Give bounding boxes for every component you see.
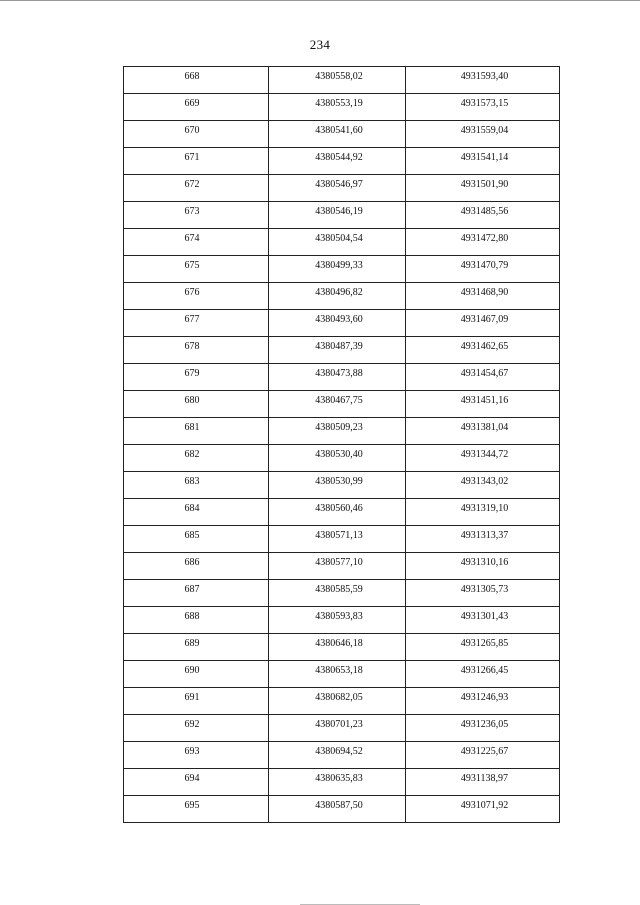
y-coordinate-cell-text: 4931071,92 xyxy=(460,800,509,811)
x-coordinate-cell xyxy=(269,67,406,94)
point-number-cell-text: 682 xyxy=(184,449,200,460)
y-coordinate-cell xyxy=(406,283,560,310)
x-coordinate-cell xyxy=(269,661,406,688)
x-coordinate-cell-text: 4380653,18 xyxy=(315,665,363,676)
point-number-cell xyxy=(124,742,269,769)
point-number-cell-text: 672 xyxy=(184,179,200,190)
y-coordinate-cell xyxy=(406,337,560,364)
point-number-cell xyxy=(124,310,269,337)
x-coordinate-cell-text: 4380530,99 xyxy=(315,476,363,487)
y-coordinate-cell-text: 4931313,37 xyxy=(460,530,509,541)
x-coordinate-cell-text: 4380593,83 xyxy=(315,611,363,622)
point-number-cell-text: 670 xyxy=(184,125,200,136)
table-row xyxy=(124,283,560,310)
x-coordinate-cell-text: 4380701,23 xyxy=(315,719,363,730)
y-coordinate-cell-text: 4931319,10 xyxy=(460,503,509,514)
point-number-cell xyxy=(124,67,269,94)
point-number-cell xyxy=(124,688,269,715)
y-coordinate-cell-text: 4931344,72 xyxy=(460,449,509,460)
page-number: 234 xyxy=(309,37,331,52)
point-number-cell xyxy=(124,526,269,553)
point-number-cell-text: 671 xyxy=(184,152,200,163)
y-coordinate-cell xyxy=(406,688,560,715)
y-coordinate-cell-text: 4931266,45 xyxy=(460,665,509,676)
x-coordinate-cell-text: 4380587,50 xyxy=(315,800,363,811)
x-coordinate-cell xyxy=(269,229,406,256)
y-coordinate-cell-text: 4931454,67 xyxy=(460,368,509,379)
x-coordinate-cell-text: 4380558,02 xyxy=(315,71,363,82)
y-coordinate-cell-text: 4931501,90 xyxy=(460,179,509,190)
x-coordinate-cell xyxy=(269,202,406,229)
point-number-cell-text: 668 xyxy=(184,71,200,82)
point-number-cell-text: 673 xyxy=(184,206,200,217)
table-row xyxy=(124,94,560,121)
x-coordinate-cell-text: 4380585,59 xyxy=(315,584,363,595)
x-coordinate-cell-text: 4380682,05 xyxy=(315,692,363,703)
table-row xyxy=(124,661,560,688)
point-number-cell-text: 686 xyxy=(184,557,200,568)
point-number-cell xyxy=(124,796,269,823)
point-number-cell xyxy=(124,634,269,661)
y-coordinate-cell-text: 4931485,56 xyxy=(460,206,509,217)
y-coordinate-cell-text: 4931343,02 xyxy=(460,476,509,487)
y-coordinate-cell xyxy=(406,418,560,445)
point-number-cell xyxy=(124,256,269,283)
table-row xyxy=(124,256,560,283)
y-coordinate-cell-text: 4931467,09 xyxy=(460,314,509,325)
point-number-cell xyxy=(124,607,269,634)
x-coordinate-cell xyxy=(269,634,406,661)
x-coordinate-cell-text: 4380499,33 xyxy=(315,260,363,271)
point-number-cell-text: 691 xyxy=(184,692,200,703)
x-coordinate-cell-text: 4380553,19 xyxy=(315,98,363,109)
table-row xyxy=(124,607,560,634)
table-row xyxy=(124,121,560,148)
table-row xyxy=(124,229,560,256)
table-row xyxy=(124,634,560,661)
y-coordinate-cell xyxy=(406,391,560,418)
x-coordinate-cell-text: 4380530,40 xyxy=(315,449,363,460)
x-coordinate-cell-text: 4380546,19 xyxy=(315,206,363,217)
x-coordinate-cell-text: 4380560,46 xyxy=(315,503,363,514)
point-number-cell-text: 694 xyxy=(184,773,200,784)
point-number-cell xyxy=(124,472,269,499)
point-number-cell xyxy=(124,337,269,364)
point-number-cell-text: 676 xyxy=(184,287,200,298)
point-number-cell xyxy=(124,121,269,148)
x-coordinate-cell xyxy=(269,796,406,823)
table-row xyxy=(124,796,560,823)
point-number-cell-text: 687 xyxy=(184,584,200,595)
table-row xyxy=(124,67,560,94)
x-coordinate-cell xyxy=(269,175,406,202)
y-coordinate-cell xyxy=(406,148,560,175)
y-coordinate-cell xyxy=(406,715,560,742)
table-row xyxy=(124,148,560,175)
y-coordinate-cell-text: 4931541,14 xyxy=(460,152,509,163)
y-coordinate-cell xyxy=(406,121,560,148)
y-coordinate-cell-text: 4931573,15 xyxy=(460,98,509,109)
x-coordinate-cell xyxy=(269,445,406,472)
y-coordinate-cell xyxy=(406,202,560,229)
x-coordinate-cell xyxy=(269,526,406,553)
x-coordinate-cell xyxy=(269,94,406,121)
point-number-cell xyxy=(124,391,269,418)
y-coordinate-cell xyxy=(406,769,560,796)
x-coordinate-cell-text: 4380509,23 xyxy=(315,422,363,433)
y-coordinate-cell xyxy=(406,175,560,202)
y-coordinate-cell xyxy=(406,364,560,391)
table-row xyxy=(124,553,560,580)
y-coordinate-cell xyxy=(406,472,560,499)
table-row xyxy=(124,445,560,472)
point-number-cell-text: 688 xyxy=(184,611,200,622)
x-coordinate-cell xyxy=(269,256,406,283)
y-coordinate-cell xyxy=(406,499,560,526)
point-number-cell xyxy=(124,445,269,472)
table-row xyxy=(124,688,560,715)
x-coordinate-cell xyxy=(269,742,406,769)
x-coordinate-cell xyxy=(269,715,406,742)
x-coordinate-cell-text: 4380467,75 xyxy=(315,395,363,406)
point-number-cell xyxy=(124,553,269,580)
x-coordinate-cell-text: 4380571,13 xyxy=(315,530,363,541)
table-row xyxy=(124,310,560,337)
y-coordinate-cell xyxy=(406,445,560,472)
y-coordinate-cell xyxy=(406,67,560,94)
x-coordinate-cell xyxy=(269,364,406,391)
y-coordinate-cell xyxy=(406,661,560,688)
y-coordinate-cell xyxy=(406,256,560,283)
coordinates-table xyxy=(123,66,560,823)
x-coordinate-cell xyxy=(269,769,406,796)
x-coordinate-cell-text: 4380487,39 xyxy=(315,341,363,352)
point-number-cell xyxy=(124,364,269,391)
y-coordinate-cell-text: 4931225,67 xyxy=(460,746,509,757)
point-number-cell xyxy=(124,229,269,256)
point-number-cell xyxy=(124,283,269,310)
x-coordinate-cell-text: 4380546,97 xyxy=(315,179,363,190)
y-coordinate-cell xyxy=(406,229,560,256)
y-coordinate-cell-text: 4931236,05 xyxy=(460,719,509,730)
x-coordinate-cell-text: 4380544,92 xyxy=(315,152,363,163)
y-coordinate-cell xyxy=(406,553,560,580)
table-row xyxy=(124,175,560,202)
point-number-cell-text: 679 xyxy=(184,368,200,379)
x-coordinate-cell xyxy=(269,472,406,499)
table-row xyxy=(124,391,560,418)
x-coordinate-cell-text: 4380496,82 xyxy=(315,287,363,298)
point-number-cell-text: 685 xyxy=(184,530,200,541)
x-coordinate-cell-text: 4380646,18 xyxy=(315,638,363,649)
y-coordinate-cell xyxy=(406,742,560,769)
point-number-cell-text: 674 xyxy=(184,233,200,244)
point-number-cell-text: 690 xyxy=(184,665,200,676)
y-coordinate-cell-text: 4931301,43 xyxy=(460,611,509,622)
y-coordinate-cell-text: 4931138,97 xyxy=(460,773,509,784)
y-coordinate-cell-text: 4931593,40 xyxy=(460,71,509,82)
x-coordinate-cell xyxy=(269,418,406,445)
point-number-cell-text: 684 xyxy=(184,503,200,514)
point-number-cell-text: 689 xyxy=(184,638,200,649)
x-coordinate-cell xyxy=(269,688,406,715)
point-number-cell xyxy=(124,769,269,796)
y-coordinate-cell xyxy=(406,310,560,337)
x-coordinate-cell xyxy=(269,121,406,148)
x-coordinate-cell xyxy=(269,148,406,175)
y-coordinate-cell xyxy=(406,526,560,553)
point-number-cell xyxy=(124,94,269,121)
x-coordinate-cell-text: 4380635,83 xyxy=(315,773,363,784)
point-number-cell-text: 695 xyxy=(184,800,200,811)
table-row xyxy=(124,337,560,364)
y-coordinate-cell xyxy=(406,796,560,823)
y-coordinate-cell xyxy=(406,94,560,121)
page-top-edge xyxy=(0,0,640,1)
y-coordinate-cell-text: 4931462,65 xyxy=(460,341,509,352)
y-coordinate-cell xyxy=(406,580,560,607)
x-coordinate-cell xyxy=(269,580,406,607)
y-coordinate-cell-text: 4931246,93 xyxy=(460,692,509,703)
table-row xyxy=(124,364,560,391)
x-coordinate-cell-text: 4380473,88 xyxy=(315,368,363,379)
coordinates-table-body xyxy=(124,67,560,823)
y-coordinate-cell-text: 4931468,90 xyxy=(460,287,509,298)
x-coordinate-cell xyxy=(269,337,406,364)
x-coordinate-cell-text: 4380504,54 xyxy=(315,233,363,244)
x-coordinate-cell xyxy=(269,607,406,634)
y-coordinate-cell xyxy=(406,634,560,661)
point-number-cell xyxy=(124,580,269,607)
point-number-cell-text: 669 xyxy=(184,98,200,109)
x-coordinate-cell-text: 4380694,52 xyxy=(315,746,363,757)
point-number-cell-text: 681 xyxy=(184,422,200,433)
point-number-cell-text: 683 xyxy=(184,476,200,487)
y-coordinate-cell-text: 4931470,79 xyxy=(460,260,509,271)
x-coordinate-cell xyxy=(269,283,406,310)
point-number-cell-text: 675 xyxy=(184,260,200,271)
point-number-cell-text: 678 xyxy=(184,341,200,352)
x-coordinate-cell xyxy=(269,310,406,337)
point-number-cell xyxy=(124,148,269,175)
point-number-cell xyxy=(124,175,269,202)
point-number-cell-text: 677 xyxy=(184,314,200,325)
table-row xyxy=(124,580,560,607)
point-number-cell-text: 680 xyxy=(184,395,200,406)
point-number-cell-text: 692 xyxy=(184,719,200,730)
point-number-cell xyxy=(124,202,269,229)
y-coordinate-cell-text: 4931559,04 xyxy=(460,125,509,136)
x-coordinate-cell-text: 4380493,60 xyxy=(315,314,363,325)
y-coordinate-cell-text: 4931472,80 xyxy=(460,233,509,244)
point-number-cell xyxy=(124,661,269,688)
x-coordinate-cell xyxy=(269,391,406,418)
table-row xyxy=(124,499,560,526)
table-row xyxy=(124,418,560,445)
x-coordinate-cell xyxy=(269,499,406,526)
table-row xyxy=(124,715,560,742)
y-coordinate-cell-text: 4931381,04 xyxy=(460,422,509,433)
y-coordinate-cell-text: 4931305,73 xyxy=(460,584,509,595)
x-coordinate-cell xyxy=(269,553,406,580)
table-row xyxy=(124,472,560,499)
y-coordinate-cell-text: 4931310,16 xyxy=(460,557,509,568)
x-coordinate-cell-text: 4380541,60 xyxy=(315,125,363,136)
point-number-cell-text: 693 xyxy=(184,746,200,757)
point-number-cell xyxy=(124,499,269,526)
table-row xyxy=(124,769,560,796)
x-coordinate-cell-text: 4380577,10 xyxy=(315,557,363,568)
point-number-cell xyxy=(124,715,269,742)
y-coordinate-cell xyxy=(406,607,560,634)
table-row xyxy=(124,202,560,229)
table-row xyxy=(124,742,560,769)
point-number-cell xyxy=(124,418,269,445)
y-coordinate-cell-text: 4931265,85 xyxy=(460,638,509,649)
table-row xyxy=(124,526,560,553)
y-coordinate-cell-text: 4931451,16 xyxy=(460,395,509,406)
